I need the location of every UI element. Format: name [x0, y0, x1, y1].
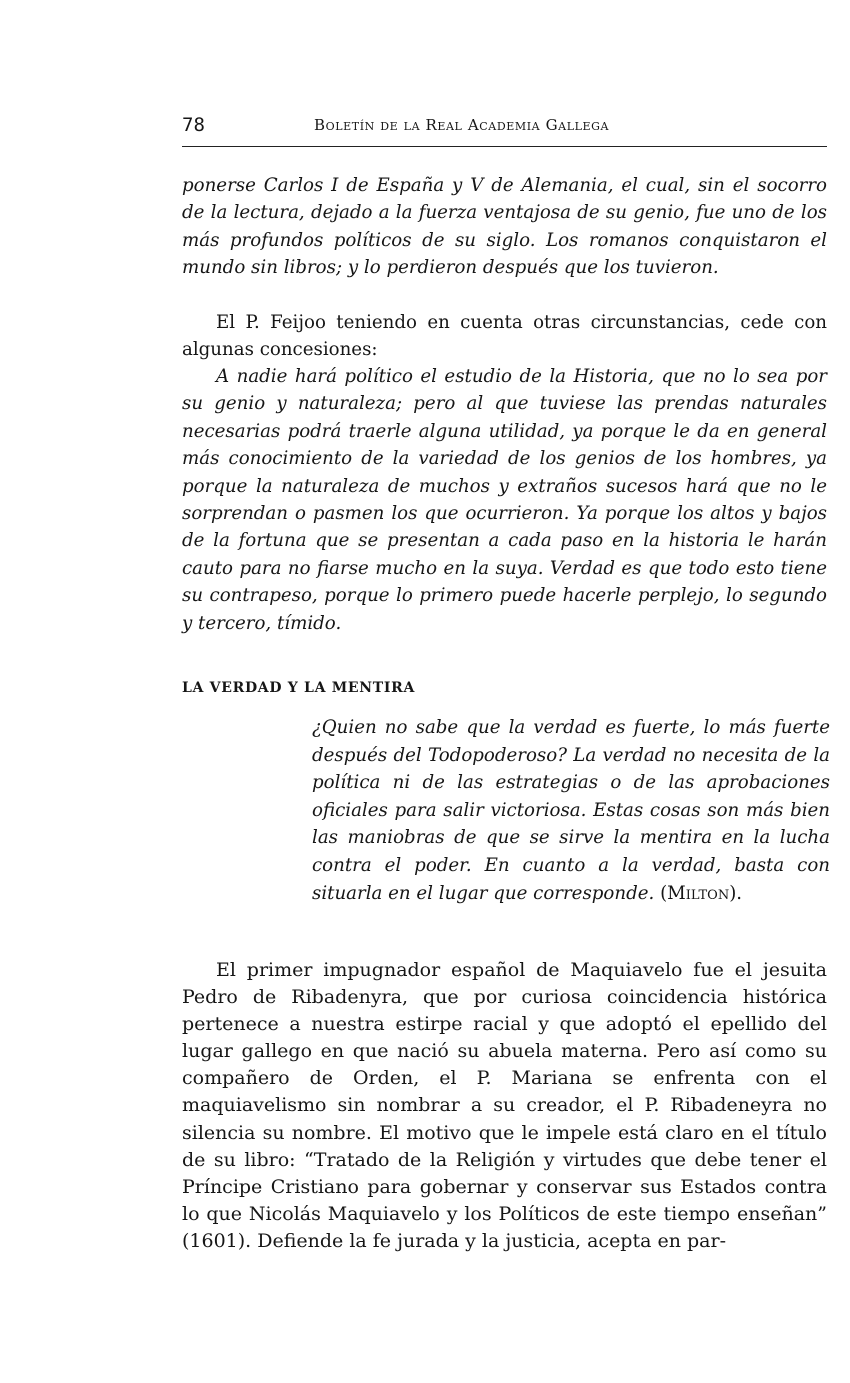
running-head: Boletín de la Real Academia Gallega	[314, 116, 610, 134]
page-number: 78	[182, 114, 205, 136]
feijoo-intro-block	[182, 309, 827, 364]
feijoo-quote-block	[182, 363, 827, 637]
body-text	[182, 957, 827, 1255]
quote-continuation: ponerse Carlos I de España y V de Alemania, el cual, sin el socorro de la lectura, dejado a la fuerza ventajosa de su genio, fue uno de los más profundos políticos de su siglo. Los romanos conquistaron el mundo sin libros; y lo perdieron después que los tuvieron.	[182, 175, 827, 279]
section-heading: LA VERDAD Y LA MENTIRA	[182, 680, 416, 696]
quote-continuation-block	[182, 172, 827, 282]
epigraph-text: ¿Quien no sabe que la verdad es fuerte, lo más fuerte después del Todopoderoso? La verdad no necesita de la política ni de las estrategias o de las aprobaciones oficiales para salir victoriosa. Estas cosas son más bien las maniobras de que se sirve la mentira en la lucha contra el poder. En cuanto a la verdad, basta con situarla en el lugar que corresponde.	[312, 717, 830, 904]
feijoo-quote: A nadie hará político el estudio de la Historia, que no lo sea por su genio y naturaleza; pero al que tuviese las prendas naturales necesarias podrá traerle alguna utilidad, ya porque le da en general más conocimiento de la variedad de los genios de los hombres, ya porque la naturaleza de muchos y extraños sucesos hará que no le sorprendan o pasmen los que ocurrieron. Ya porque los altos y bajos de la fortuna que se presentan a cada paso en la historia le harán cauto para no fiarse mucho en la suya. Verdad es que todo esto tiene su contrapeso, porque lo primero puede hacerle perplejo, lo segundo y tercero, tímido.	[182, 366, 827, 634]
epigraph-attribution: (Milton).	[660, 882, 743, 904]
header-rule	[182, 146, 827, 147]
feijoo-intro: El P. Feijoo teniendo en cuenta otras circunstancias, cede con algunas concesiones:	[182, 312, 827, 361]
page-header	[182, 114, 827, 144]
epigraph	[312, 714, 830, 907]
body-paragraph: El primer impugnador español de Maquiavelo fue el jesuita Pedro de Ribadenyra, que por curiosa coincidencia histórica pertenece a nuestra estirpe racial y que adoptó el epellido del lugar gallego en que nació su abuela materna. Pero así como su compañero de Orden, el P. Mariana se enfrenta con el maquiavelismo sin nombrar a su creador, el P. Ribadeneyra no silencia su nombre. El motivo que le impele está claro en el título de su libro: “Tratado de la Religión y virtudes que debe tener el Príncipe Cristiano para gobernar y conservar sus Estados contra lo que Nicolás Maquiavelo y los Políticos de este tiempo enseñan” (1601). Defiende la fe jurada y la justicia, acepta en par-	[182, 959, 827, 1252]
